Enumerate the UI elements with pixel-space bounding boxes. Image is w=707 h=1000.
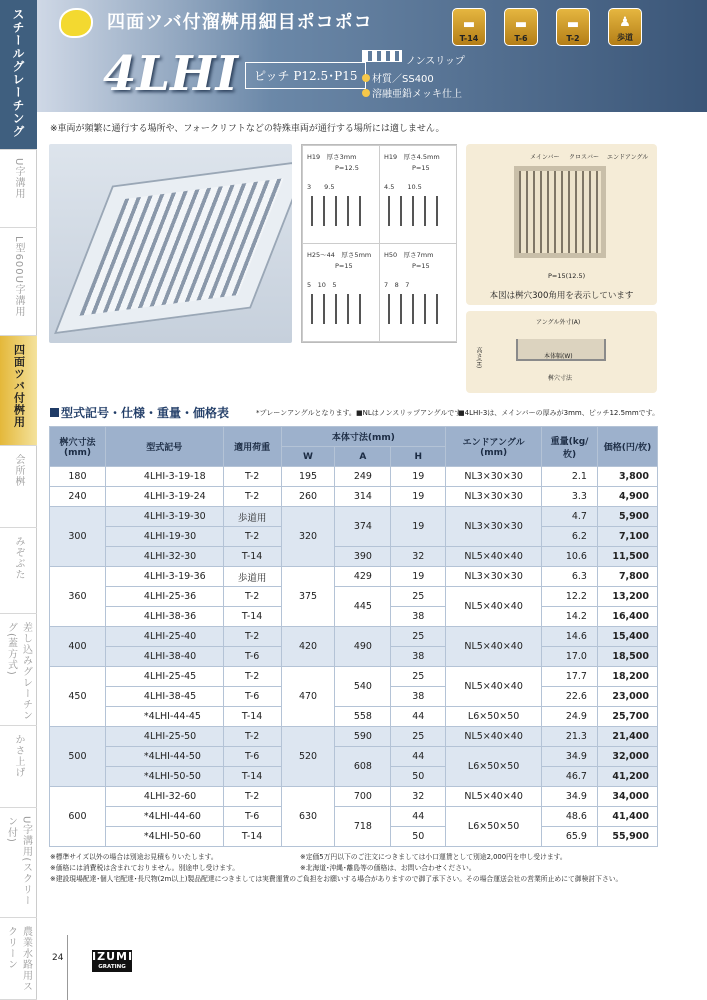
footnote-tax: ※価格には消費税は含まれておりません。別途申し受けます。 xyxy=(50,864,240,872)
square-bullet-icon xyxy=(50,408,59,417)
table-note-3mm: ■4LHI-3は、メインバーの厚みが3mm、ピッチ12.5mmです。 xyxy=(458,409,660,417)
col-weight: 重量(kg/枚) xyxy=(542,427,598,467)
table-note-plain: *プレーンアングルとなります。 xyxy=(256,409,356,417)
sidebar-tab-u-channel[interactable]: U字溝用 xyxy=(0,150,37,228)
height-label: 高さ(H) xyxy=(475,347,482,369)
spec-table xyxy=(49,426,658,847)
cross-bar-label: クロスバー xyxy=(569,154,600,161)
table-row: 600 4LHI-32-60 T-2 630 700 32 NL5×40×40 34.9 34,000 xyxy=(50,787,658,807)
grating-plate xyxy=(54,160,292,334)
section-diagram xyxy=(466,311,657,393)
sidebar-tab-steel-grating[interactable]: スチールグレーチング xyxy=(0,0,37,150)
bullet-icon xyxy=(362,89,370,97)
table-row: *4LHI-50-50 T-14 50 46.7 41,200 xyxy=(50,767,658,787)
car-icon: ▬ T-2 xyxy=(556,8,590,46)
col-a: A xyxy=(335,447,391,467)
pedestrian-icon: ♟ 歩道 xyxy=(608,8,642,46)
bus-icon: ▬ T-14 xyxy=(452,8,486,46)
table-row: 180 4LHI-3-19-18 T-2 195 249 19 NL3×30×30 2.1 3,800 xyxy=(50,467,658,487)
product-subtitle: 四面ツバ付溜桝用細目ポコポコ xyxy=(107,12,373,33)
pitch-cell-h19-3: H19 厚さ3mm P=12.5 3 9.5 xyxy=(302,145,380,244)
plan-pitch-label: P=15(12.5) xyxy=(548,272,586,280)
footnote-delivery: ※建設現場配達･個人宅配達･長尺物(2m以上)製品配達につきましては実費運賃のご負担をお願いする場合がありますので御了承下さい。その場合運送会社の営業所止めにて御検討下さい。 xyxy=(50,875,623,883)
plan-grid xyxy=(514,166,606,258)
table-title: 型式記号・仕様・重量・価格表 xyxy=(50,404,229,421)
pitch-label: ピッチ P12.5･P15 xyxy=(245,62,366,89)
truck-icon: ▬ T-6 xyxy=(504,8,538,46)
sidebar-tab-gutter-cover[interactable]: みぞぶた xyxy=(0,528,37,614)
product-photo xyxy=(49,144,292,343)
table-row: 400 4LHI-25-40 T-2 420 490 25 NL5×40×40 14.6 15,400 xyxy=(50,627,658,647)
table-note-nl: ■NLはノンスリップアングルです。 xyxy=(356,409,468,417)
col-h: H xyxy=(391,447,446,467)
table-row: 4LHI-38-36 T-14 38 14.2 16,400 xyxy=(50,607,658,627)
col-load: 適用荷重 xyxy=(223,427,281,467)
footnote-remote-areas: ※北海道･沖縄･離島等の価格は、お問い合わせください。 xyxy=(300,864,476,872)
sidebar-tab-raise[interactable]: かさ上げ xyxy=(0,726,37,808)
category-sidebar xyxy=(0,0,37,1000)
plan-diagram xyxy=(466,144,657,305)
col-hole: 桝穴寸法 (mm) xyxy=(50,427,106,467)
table-row: 360 4LHI-3-19-36 歩道用 375 429 19 NL3×30×30 6.3 7,800 xyxy=(50,567,658,587)
pitch-cell-h50: H50 厚さ7mm P=15 7 8 7 xyxy=(379,243,457,342)
footer-divider xyxy=(67,935,68,1000)
col-price: 価格(円/枚) xyxy=(597,427,657,467)
nonslip-label: ノンスリップ xyxy=(406,56,465,67)
sidebar-tab-catch-basin[interactable]: 会所桝 xyxy=(0,446,37,528)
table-row: 500 4LHI-25-50 T-2 520 590 25 NL5×40×40 21.3 21,400 xyxy=(50,727,658,747)
mascot-icon xyxy=(59,8,93,38)
page-number: 24 xyxy=(52,953,64,963)
sidebar-tab-screen[interactable]: U字溝用(スクリーン付) xyxy=(0,808,37,918)
main-bar-label: メインバー xyxy=(530,154,560,161)
table-row: 240 4LHI-3-19-24 T-2 260 314 19 NL3×30×30 3.3 4,900 xyxy=(50,487,658,507)
sidebar-tab-agri-screen[interactable]: 農業水路用スクリーン xyxy=(0,918,37,1000)
sidebar-tab-insert-grating[interactable]: 差し込みグレーチング(蓋方式) xyxy=(0,614,37,726)
pitch-diagram xyxy=(301,144,457,343)
table-row: 4LHI-32-30 T-14 390 32 NL5×40×40 10.6 11,500 xyxy=(50,547,658,567)
col-w: W xyxy=(281,447,335,467)
table-row: 4LHI-25-36 T-2 445 25 NL5×40×40 12.2 13,200 xyxy=(50,587,658,607)
sidebar-tab-four-flange[interactable]: 四面ツバ付桝用 xyxy=(0,336,37,446)
company-logo: IZUMI GRATING xyxy=(92,950,134,970)
usage-warning: ※車両が頻繁に通行する場所や、フォークリフトなどの特殊車両が通行する場所には適しません。 xyxy=(50,124,445,134)
table-row: 4LHI-19-30 T-2 6.2 7,100 xyxy=(50,527,658,547)
finish-spec: 溶融亜鉛メッキ仕上 xyxy=(362,85,462,100)
table-row: *4LHI-50-60 T-14 50 65.9 55,900 xyxy=(50,827,658,847)
product-header xyxy=(37,0,707,112)
col-model: 型式記号 xyxy=(105,427,223,467)
angle-outer-label: アングル外寸(A) xyxy=(536,319,581,326)
sidebar-tab-l600[interactable]: L型600U字溝用 xyxy=(0,228,37,336)
table-row: *4LHI-44-50 T-6 608 44 L6×50×50 34.9 32,000 xyxy=(50,747,658,767)
col-dims: 本体寸法(mm) xyxy=(281,427,446,447)
table-row: *4LHI-44-45 T-14 558 44 L6×50×50 24.9 25,700 xyxy=(50,707,658,727)
table-row: *4LHI-44-60 T-6 718 44 L6×50×50 48.6 41,400 xyxy=(50,807,658,827)
footnote-small-order: ※定価5万円以下のご注文につきましては小口運賃として別途2,000円を申し受けます。 xyxy=(300,853,567,861)
nonslip-icon xyxy=(362,50,402,62)
end-angle-label: エンドアングル xyxy=(607,154,649,161)
footnote-standard-size: ※標準サイズ以外の場合は別途お見積もりいたします。 xyxy=(50,853,218,861)
material-spec: 材質／SS400 xyxy=(362,70,434,85)
bullet-icon xyxy=(362,74,370,82)
pitch-cell-h25-44: H25〜44 厚さ5mm P=15 5 10 5 xyxy=(302,243,380,342)
table-row: 4LHI-38-45 T-6 38 22.6 23,000 xyxy=(50,687,658,707)
product-model: 4LHI xyxy=(103,46,238,102)
table-row: 300 4LHI-3-19-30 歩道用 320 374 19 NL3×30×30 4.7 5,900 xyxy=(50,507,658,527)
col-end-angle: エンドアングル (mm) xyxy=(446,427,542,467)
table-row: 4LHI-38-40 T-6 38 17.0 18,500 xyxy=(50,647,658,667)
hole-size-label: 桝穴寸法 xyxy=(548,375,573,382)
pitch-cell-h19-45: H19 厚さ4.5mm P=15 4.5 10.5 xyxy=(379,145,457,244)
table-row: 450 4LHI-25-45 T-2 470 540 25 NL5×40×40 17.7 18,200 xyxy=(50,667,658,687)
body-width-label: 本体幅(W) xyxy=(544,353,573,360)
plan-note: 本図は桝穴300角用を表示しています xyxy=(489,291,634,301)
